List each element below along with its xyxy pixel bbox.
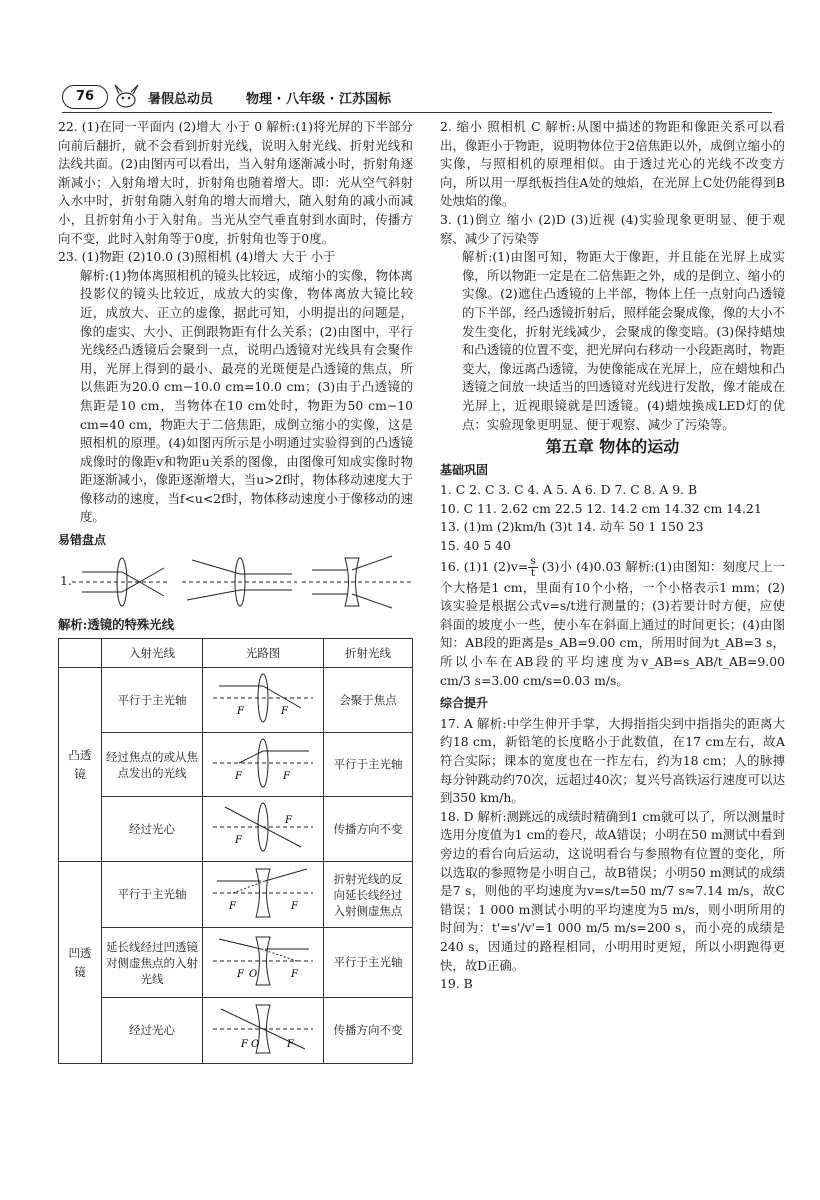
- focus-label: F: [291, 968, 298, 980]
- answer-16-rest: (3)小 (4)0.03 解析:(1)由图知：刻度尺上一个大格是1 cm，里面有10个小格，一个小格表示1 mm；(2)该实验是根据公式v=s/t进行测量的；(3)若要计时方便，应使斜面的坡度小一些，使小车在斜面上通过的时间更长；(4)由图知：AB段的距离是s_AB=9.00 cm，所用时间为t_AB=3 s，所以小车在AB段的平均速度为v_AB=s_AB/t_AB=9.00 cm/3 s=3.00 cm/s=0.03 m/s。: [440, 558, 786, 688]
- lens-special-rays-table: [58, 638, 413, 1064]
- section-error-review: 易错盘点: [58, 533, 107, 548]
- header-incident: 入射光线: [102, 639, 203, 668]
- answer-17: 17. A 解析:中学生伸开手掌，大拇指指尖到中指指尖的距离大约18 cm，新铅笔的长度略小于此数值，在17 cm左右，故A符合实际；课本的宽度也在一拃左右，约为18 cm；人的脉搏每分钟跳动约70次，远超过40次；复兴号高铁运行速度可以达到350 km/h。: [440, 715, 785, 806]
- basic-answers-line: 10. C 11. 2.62 cm 22.5 12. 14.2 cm 14.32 cm 14.21: [440, 500, 762, 516]
- answer-16-start: 16. (1)1 (2)v=: [440, 558, 529, 574]
- focus-label: F: [235, 835, 242, 847]
- focus-label: F: [287, 1038, 294, 1050]
- item-1-label: 1.: [60, 572, 72, 588]
- table-row: [59, 998, 413, 1064]
- answer-23-body: 解析:(1)物体离照相机的镜头比较远，成缩小的实像，物体离投影仪的镜头比较近，成放大的实像，物体离放大镜比较近，成放大、正立的虚像，据此可知，小明提出的问题是，像的虚实、大小、正倒跟物距有什么关系；(2)由图中，平行光线经凸透镜后会聚到一点，说明凸透镜对光线具有会聚作用，光屏上得到的最小、最亮的光斑便是凸透镜的焦点，所以焦距为20.0 cm−10.0 cm=10.0 cm；(3)由于凸透镜的焦距是10 cm，当物体在10 cm处时，物距为50 cm−10 cm=40 cm，物距大于二倍焦距，成倒立缩小的实像，这是照相机的原理。(4)如图丙所示是小明通过实验得到的凸透镜成像时的像距v和物距u关系的图像，由图像可知成实像时物距逐渐减小，像距逐渐增大，当u>2f时，物体移动速度大于像移动的速度，当f<u<2f时，物体移动速度小于像移动的速度。: [80, 267, 413, 525]
- right-column: [440, 118, 785, 994]
- incident-cell: 平行于主光轴: [102, 862, 203, 928]
- table-row: [59, 862, 413, 928]
- ray-diagram-cell: [203, 998, 324, 1064]
- focus-label: F: [281, 706, 288, 718]
- optical-center-label: O: [249, 968, 258, 980]
- incident-cell: 延长线经过凹透镜对侧虚焦点的入射光线: [102, 928, 203, 998]
- concave-lens-label: 凹透镜: [59, 862, 102, 1064]
- focus-label: F: [237, 706, 244, 718]
- table-header-row: [59, 639, 413, 668]
- section-basic: 基础巩固: [440, 462, 489, 477]
- basic-answers-line: 1. C 2. C 3. C 4. A 5. A 6. D 7. C 8. A 9. B: [440, 482, 698, 498]
- concave-parallel-ray-diagram: [211, 865, 315, 919]
- answer-16: [440, 556, 785, 691]
- focus-label: F: [285, 815, 292, 827]
- ray-diagram-cell: [203, 797, 324, 862]
- answer-23-head: 23. (1)物距 (2)10.0 (3)照相机 (4)增大 大于 小于: [58, 249, 336, 265]
- left-column: [58, 118, 413, 1064]
- optical-center-label: O: [251, 1038, 260, 1050]
- concave-focus-ray-diagram: [211, 933, 315, 987]
- subject-title: 物理 · 八年级 · 江苏国标: [246, 92, 391, 107]
- ray-diagram-cell: [203, 862, 324, 928]
- focus-label: F: [241, 1038, 248, 1050]
- convex-center-ray-diagram: [211, 799, 315, 853]
- incident-cell: 经过光心: [102, 998, 203, 1064]
- refracted-cell: 平行于主光轴: [324, 928, 413, 998]
- fraction-numerator: s: [530, 554, 536, 567]
- header-refracted: 折射光线: [324, 639, 413, 668]
- chapter-title: 第五章 物体的运动: [545, 437, 680, 457]
- concave-center-ray-diagram: [211, 1001, 315, 1055]
- answer-3-body: 解析:(1)由图可知，物距大于像距，并且能在光屏上成实像，所以物距一定是在二倍焦距之外，成的是倒立、缩小的实像。(2)遮住凸透镜的上半部，物体上任一点射向凸透镜的下半部，经凸透镜折射后，照样能会聚成像，像的大小不发生变化，折射光线减少，会聚成的像变暗。(3)保持蜡烛和凸透镜的位置不变，把光屏向右移动一小段距离时，物距变大，像远离凸透镜，为使像能成在光屏上，应在蜡烛和凸透镜之间放一块适当的凹透镜对光线进行发散，像才能成在光屏上，近视眼镜就是凹透镜。(4)蜡烛换成LED灯的优点：实验现象更明显、便于观察、减少了污染等。: [462, 249, 785, 432]
- basic-answers-line: 15. 40 5 40: [440, 538, 511, 554]
- convex-focus-ray-diagram: [211, 735, 315, 789]
- table-row: [59, 732, 413, 797]
- ray-diagram-cell: [203, 668, 324, 733]
- focus-label: F: [291, 900, 298, 912]
- lens-ray-diagrams: [72, 552, 412, 612]
- page-header: [62, 82, 762, 112]
- section-comprehensive: 综合提升: [440, 696, 489, 711]
- mascot-icon: [110, 82, 144, 112]
- basic-answers-line: 13. (1)m (2)km/h (3)t 14. 动车 50 1 150 23: [440, 519, 704, 535]
- velocity-formula-fraction: [528, 556, 537, 579]
- ray-diagram-cell: [203, 732, 324, 797]
- focus-label: F: [235, 770, 242, 782]
- incident-cell: 平行于主光轴: [102, 668, 203, 733]
- answer-2: 2. 缩小 照相机 C 解析:从图中描述的物距和像距关系可以看出，像距小于物距，说明物体位于2倍焦距以外，成倒立缩小的实像，与照相机的原理相似。由于透过光心的光线不改变方向，所以用一厚纸板挡住A处的烛焰，在光屏上C处仍能得到B处烛焰的像。: [440, 119, 785, 209]
- incident-cell: 经过焦点的或从焦点发出的光线: [102, 732, 203, 797]
- answer-3-head: 3. (1)倒立 缩小 (2)D (3)近视 (4)实验现象更明显、便于观察、减少了污染等: [440, 211, 785, 246]
- page-number: 76: [62, 85, 108, 109]
- refracted-cell: 会聚于焦点: [324, 668, 413, 733]
- refracted-cell: 传播方向不变: [324, 998, 413, 1064]
- brand-title: 暑假总动员: [148, 92, 214, 107]
- lens-diagrams-row: [58, 552, 413, 612]
- header-rule: [62, 112, 772, 113]
- table-row: [59, 928, 413, 998]
- answer-18: 18. D 解析:测跳远的成绩时精确到1 cm就可以了，所以测量时选用分度值为1 cm的卷尺，故A错误；小明在50 m测试中看到旁边的看台向后运动，这说明看台与参照物有位置的变化，所以选取的参照物是小明自己，故B错误；小明50 m测试的成绩是7 s，则他的平均速度为v=s/t=50 m/7 s≈7.14 m/s，故C错误；1 000 m测试小明的平均速度为5 m/s，则小明所用的时间为：t'=s'/v'=1 000 m/5 m/s=200 s，而小亮的成绩是240 s，因通过的路程相同，小明用时更短，所以小明跑得更快，故D正确。: [440, 808, 785, 973]
- answer-19: 19. B: [440, 976, 473, 992]
- convex-parallel-ray-diagram: [211, 670, 315, 724]
- refracted-cell: 平行于主光轴: [324, 732, 413, 797]
- lens-analysis-label: 解析:透镜的特殊光线: [58, 616, 175, 632]
- convex-lens-label: 凸透镜: [59, 668, 102, 862]
- table-row: [59, 797, 413, 862]
- fraction-denominator: t: [530, 566, 536, 579]
- ray-diagram-cell: [203, 928, 324, 998]
- table-row: [59, 668, 413, 733]
- answer-22: 22. (1)在同一平面内 (2)增大 小于 0 解析:(1)将光屏的下半部分向前后翻折，就不会看到折射光线，说明入射光线、折射光线和法线共面。(2)由图丙可以看出，当入射角逐渐减小时，折射角逐渐减小；入射角增大时，折射角也随着增大。即：光从空气斜射入水中时，折射角随入射角的增大而增大，随入射角的减小而减小，且折射角小于入射角。当光从空气垂直射到水面时，传播方向不变，此时入射角等于0度，折射角也等于0度。: [58, 119, 413, 246]
- incident-cell: 经过光心: [102, 797, 203, 862]
- header-diagram: 光路图: [203, 639, 324, 668]
- focus-label: F: [229, 900, 236, 912]
- refracted-cell: 传播方向不变: [324, 797, 413, 862]
- refracted-cell: 折射光线的反向延长线经过入射侧虚焦点: [324, 862, 413, 928]
- focus-label: F: [237, 968, 244, 980]
- focus-label: F: [283, 770, 290, 782]
